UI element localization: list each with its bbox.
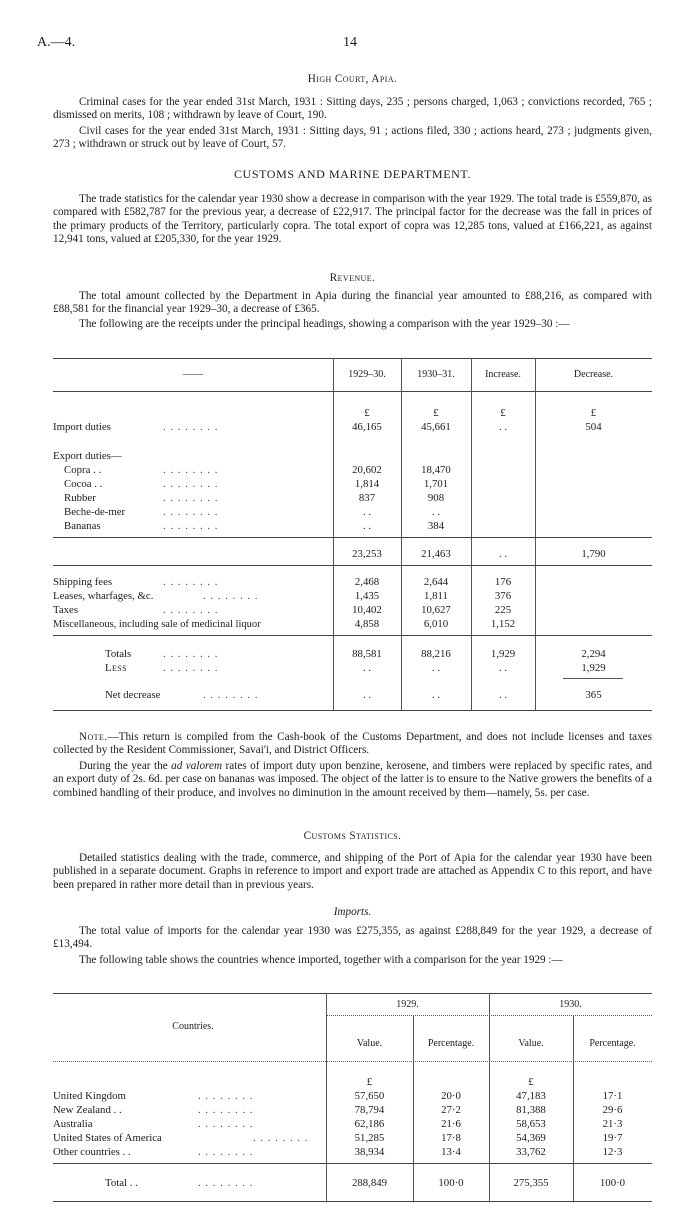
year-1930-header: 1930.: [559, 999, 582, 1010]
note-paragraph: Note.—This return is compiled from the Cash-book of the Customs Department, and does not include licenses and taxes collected by the Resident Commissioner, Savai'i, and District Officers.: [53, 731, 652, 757]
value-1929-header: Value.: [356, 1038, 383, 1049]
imports-by-country-table: Countries. 1929. 1930. Value. Percentage. Value. Percentage. £ £ United Kingdom . . . . . . . . 57,650 20·0 47,183 17·1 New Zealand . . . . . . . . . . 78,794 27·2 81,388 29·6 Australia . . . . . . . . 62,186 21·6 58,653 21·3 United States of America . . . . . . . . 51,285 17·8 54,369 19·7 Other countries . . . . . . . . . . 38,934 13·4 33,762 12·3 Total . . . . . . . . . . 288,849 100·0 275,355 100·0: [53, 993, 652, 1213]
column-header-increase: Increase.: [485, 369, 521, 380]
revenue-paragraph: The total amount collected by the Department in Apia during the financial year amounted to £88,216, as compared with £88,581 for the financial year 1929–30, a decrease of £365.: [53, 290, 652, 316]
revenue-intro-paragraph: The following are the receipts under the principal headings, showing a comparison with the year 1929–30 :—: [79, 318, 570, 330]
column-header-decrease: Decrease.: [573, 369, 614, 380]
countries-column-header: Countries.: [172, 1021, 214, 1032]
high-court-heading: High Court, Apia.: [307, 73, 398, 85]
revenue-heading: Revenue.: [329, 272, 376, 284]
currency-symbol: £: [364, 407, 370, 419]
currency-symbol: £: [500, 407, 506, 419]
customs-statistics-heading: Customs Statistics.: [303, 830, 402, 842]
currency-symbol: £: [366, 1076, 373, 1088]
year-1929-header: 1929.: [396, 999, 419, 1010]
value-1930-header: Value.: [518, 1038, 544, 1049]
currency-symbol: £: [528, 1076, 534, 1088]
document-reference: A.—4.: [37, 35, 76, 50]
currency-symbol: £: [433, 407, 439, 419]
imports-intro-paragraph: The following table shows the countries whence imported, together with a comparison for the year 1929 :—: [79, 954, 563, 966]
note-label: Note.: [79, 731, 108, 743]
ad-valorem-paragraph: During the year the ad valorem rates of import duty upon benzine, kerosene, and timbers were replaced by specific rates, and an export duty of 2s. 6d. per case on bananas was imposed. The object of the latter is to ensure to the Native growers the benefits of a combined handling of their produce, and involves no diminution in the amount received by them—namely, 5s. per case.: [53, 760, 653, 799]
criminal-cases-paragraph: Criminal cases for the year ended 31st March, 1931 : Sitting days, 235 ; persons charged, 1,063 ; convictions recorded, 765 ; dismissed on merits, 108 ; withdrawn by leave of Court, 190.: [53, 96, 652, 122]
percentage-1930-header: Percentage.: [589, 1038, 636, 1049]
imports-heading: Imports.: [333, 906, 372, 918]
revenue-table: —— 1929–30. 1930–31. Increase. Decrease. £ £ £ £ Import duties . . . . . . . . 46,165 45,661 . . 504 Export duties— Copra . . . . . . . . . . 20,602 18,470 Cocoa . . . . . . . . . . 1,814 1,701 Rubber . . . . . . . . 837 908 Beche-de-mer . . . . . . . . . . . . Bananas . . . . . . . . . . 384 23,253 21,463 . . 1,790 Shipping fees . . . . . . . . 2,468 2,644 176 Leases, wharfages, &c. . . . . . . . . 1,435 1,811 376 Taxes . . . . . . . . 10,402 10,627 225 Miscellaneous, including sale of medicinal liquor 4,858 6,010 1,152 Totals . . . . . . . . 88,581 88,216 1,929 2,294 Less . . . . . . . . . . . . . . 1,929 Net decrease . . . . . . . . . . . . . . 365: [53, 358, 652, 715]
page-number: 14: [343, 35, 357, 50]
currency-symbol: £: [590, 407, 597, 419]
column-header-1929-30: 1929–30.: [348, 369, 386, 380]
imports-total-paragraph: The total value of imports for the calendar year 1930 was £275,355, as against £288,849 for the year 1929, a decrease of £13,494.: [53, 925, 652, 951]
trade-statistics-paragraph: The trade statistics for the calendar year 1930 show a decrease in comparison with the year 1929. The total trade is £559,870, as compared with £582,787 for the previous year, a decrease of £22,917. The principal factor for the decrease was the fall in prices of the primary products of the Territory, particularly copra. The total export of copra was 12,285 tons, valued at £166,221, as against 12,941 tons, valued at £205,330, for the year 1929.: [53, 193, 652, 245]
percentage-1929-header: Percentage.: [427, 1038, 475, 1049]
customs-statistics-paragraph: Detailed statistics dealing with the trade, commerce, and shipping of the Port of Apia for the calendar year 1930 have been published in a separate document. Graphs in reference to import and export trade are attached as Appendix C to this report, and have been prepared in rather more detail than in previous years.: [53, 852, 652, 891]
blank-column-header: ——: [183, 369, 203, 380]
customs-department-heading: CUSTOMS AND MARINE DEPARTMENT.: [233, 167, 472, 181]
civil-cases-paragraph: Civil cases for the year ended 31st March, 1931 : Sitting days, 91 ; actions filed, 330 ; actions heard, 273 ; judgments given, 273 ; withdrawn or struck out by leave of Court, 57.: [53, 125, 652, 151]
column-header-1930-31: 1930–31.: [417, 369, 455, 380]
